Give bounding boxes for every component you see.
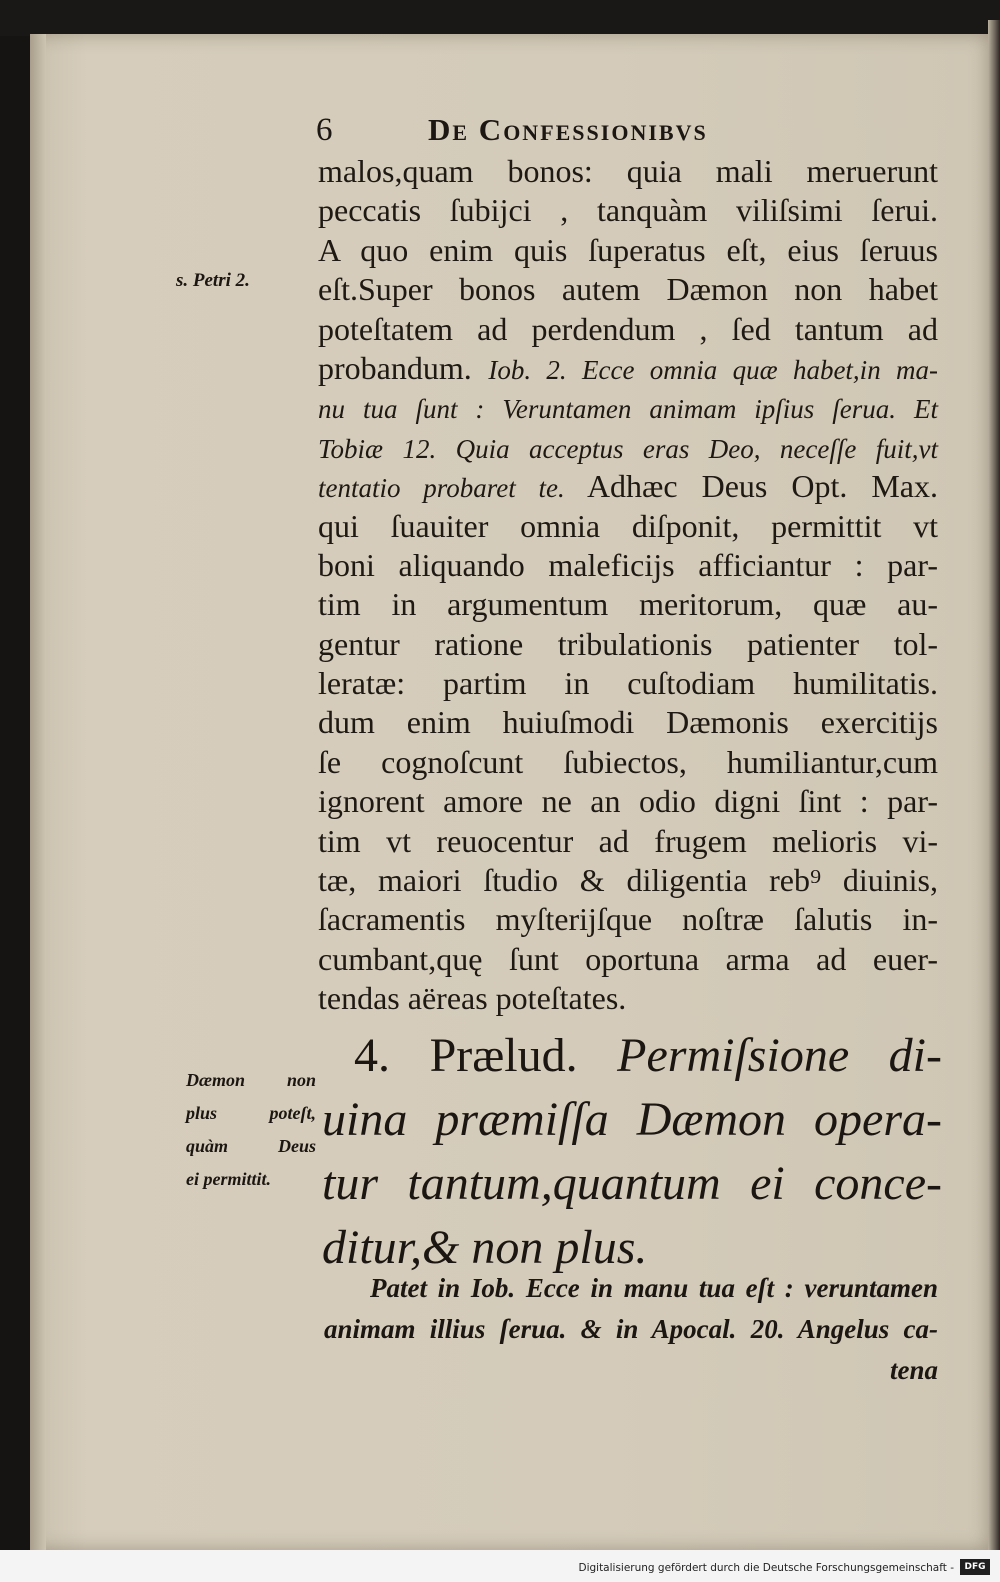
prelude-line: tur tantum,quantum ei conce- <box>322 1157 942 1210</box>
text-line: boni aliquando maleficijs afficiantur : par- <box>318 546 938 583</box>
margin-note-line: Dæmon non <box>186 1070 316 1090</box>
text-line: peccatis ſubijci , tanquàm viliſsimi ſerui. <box>318 192 938 229</box>
text-line: tim in argumentum meritorum, quæ au- <box>318 586 938 623</box>
prelude-line: ditur,& non plus. <box>322 1221 648 1274</box>
text-line: leratæ: partim in cuſtodiam humilitatis. <box>318 665 938 702</box>
text-line: tentatio probaret te. Adhæc Deus Opt. Max. <box>318 468 938 505</box>
text-line: qui ſuauiter omnia diſponit, permittit vt <box>318 507 938 544</box>
scripture-citation: Tobiæ 12. Quia acceptus eras Deo, neceſſe fuit,vt <box>318 433 938 464</box>
text-line: tim vt reuocentur ad frugem melioris vi- <box>318 822 938 859</box>
closing-line: Patet in Iob. Ecce in manu tua eſt : veruntamen <box>370 1273 938 1303</box>
scripture-citation: Iob. 2. Ecce omnia quæ habet,in ma- <box>488 354 939 385</box>
text-line: probandum. Iob. 2. Ecce omnia quæ habet,in ma- <box>318 349 939 386</box>
closing-line: animam illius ſerua. & in Apocal. 20. Angelus ca- <box>324 1314 938 1344</box>
running-title: De Confessionibvs <box>428 112 708 147</box>
catchword: tena <box>889 1355 938 1385</box>
footer-credit: Digitalisierung gefördert durch die Deutsche Forschungsgemeinschaft - <box>578 1562 954 1574</box>
main-text-block <box>318 152 938 1019</box>
scan-top-border <box>0 0 1000 36</box>
text-line: poteſtatem ad perdendum , ſed tantum ad <box>318 310 938 347</box>
margin-note <box>186 1064 316 1196</box>
text-line: tendas aëreas poteſtates. <box>318 980 627 1017</box>
text-line: ſe cognoſcunt ſubiectos, humiliantur,cum <box>318 743 938 780</box>
text-line: cumbant,quę ſunt oportuna arma ad euer- <box>318 940 938 977</box>
scripture-citation: tentatio probaret te. <box>318 473 565 504</box>
text-line: ignorent amore ne an odio digni ſint : par- <box>318 783 938 820</box>
text-line: tæ, maiori ſtudio & diligentia reb⁹ diuinis, <box>318 862 938 899</box>
text-line: ſacramentis myſterijſque noſtræ ſalutis in- <box>318 901 938 938</box>
text-line: eſt.Super bonos autem Dæmon non habet <box>318 271 938 308</box>
margin-note-line: plus poteſt, <box>186 1103 316 1123</box>
scripture-citation: nu tua ſunt : Veruntamen animam ipſius ſerua. Et <box>318 394 938 425</box>
margin-reference: s. Petri 2. <box>176 270 250 291</box>
text-line: malos,quam bonos: quia mali meruerunt <box>318 153 938 189</box>
text-line: dum enim huiuſmodi Dæmonis exercitijs <box>318 704 938 741</box>
page-header <box>316 110 936 150</box>
text-line <box>318 388 938 427</box>
text-line: gentur ratione tribulationis patienter tol- <box>318 625 938 662</box>
text-line <box>318 428 938 467</box>
prelude-line: 4. Prælud. Permiſsione di- <box>354 1029 942 1082</box>
margin-note-line: quàm Deus <box>186 1136 316 1156</box>
page-number: 6 <box>316 112 333 148</box>
page-gutter-shadow <box>30 34 46 1550</box>
margin-note-line: ei permittit. <box>186 1169 271 1189</box>
book-binding-edge <box>988 20 1000 1560</box>
prelude-line: uina præmiſſa Dæmon opera- <box>322 1093 942 1146</box>
prelude-heading <box>322 1024 942 1280</box>
prelude-number: 4. Prælud. <box>354 1029 578 1082</box>
text-line: A quo enim quis ſuperatus eſt, eius ſeruus <box>318 231 938 268</box>
dfg-logo: DFG <box>960 1559 990 1575</box>
closing-paragraph <box>324 1268 938 1391</box>
